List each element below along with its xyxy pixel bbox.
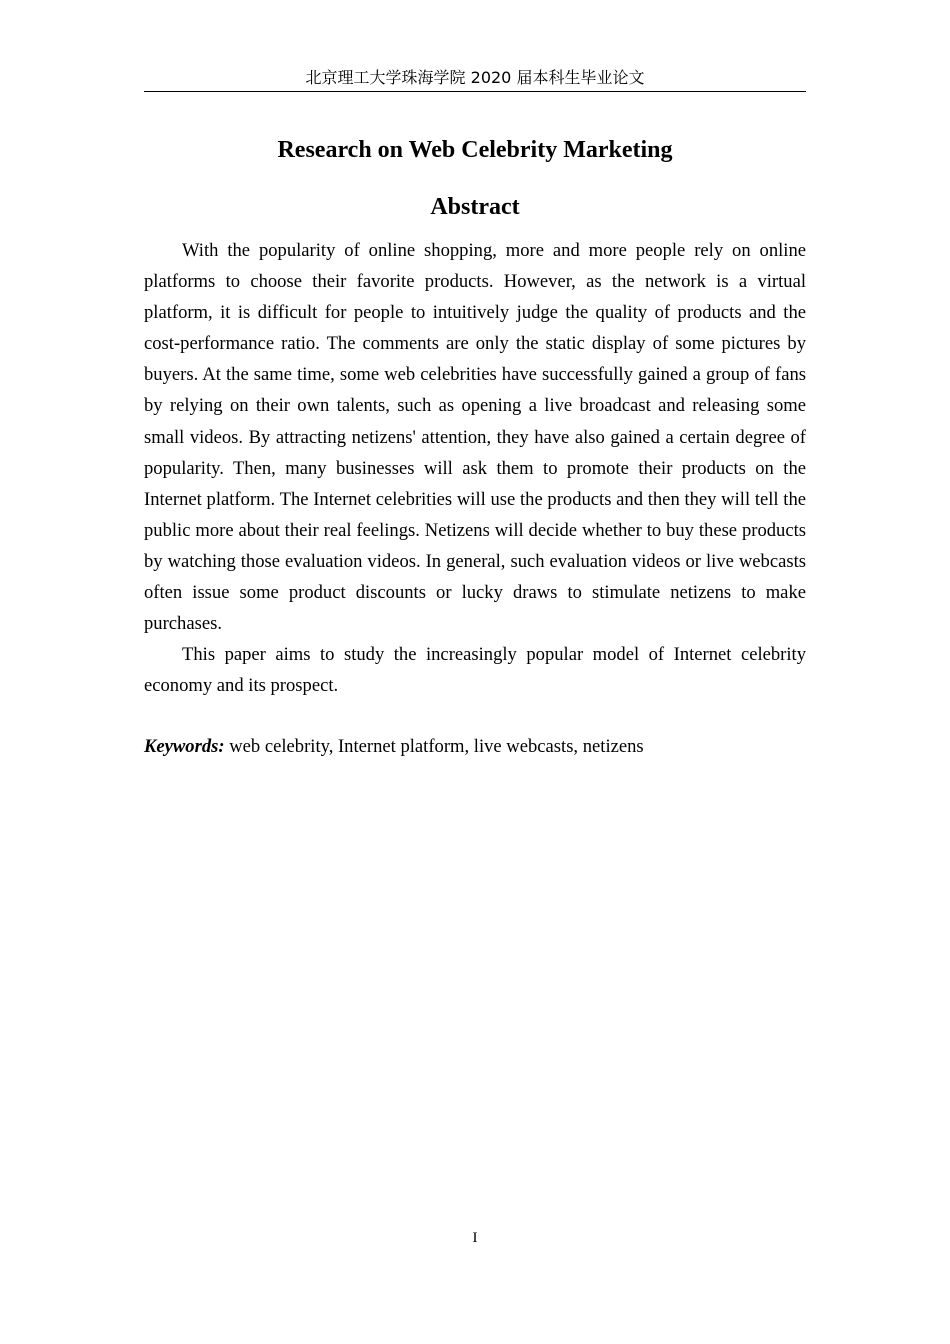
keywords-label: Keywords: bbox=[144, 736, 225, 757]
running-header: 北京理工大学珠海学院 2020 届本科生毕业论文 bbox=[305, 68, 645, 87]
page-number: I bbox=[472, 1230, 478, 1246]
abstract-body bbox=[144, 235, 806, 701]
header-rule bbox=[144, 91, 806, 92]
abstract-paragraph: This paper aims to study the increasingly popular model of Internet celebrity economy and its prospect. bbox=[144, 644, 806, 697]
keywords bbox=[144, 731, 806, 762]
keywords-text: web celebrity, Internet platform, live webcasts, netizens bbox=[229, 736, 644, 757]
paper-title: Research on Web Celebrity Marketing bbox=[277, 137, 673, 163]
abstract-heading: Abstract bbox=[430, 194, 520, 220]
abstract-paragraph: With the popularity of online shopping, more and more people rely on online platforms to choose their favorite products. However, as the network is a virtual platform, it is difficult for people to intuitively judge the quality of products and the cost-performance ratio. The comments are only the static display of some pictures by buyers. At the same time, some web celebrities have successfully gained a group of fans by relying on their own talents, such as opening a live broadcast and releasing some small videos. By attracting netizens' attention, they have also gained a certain degree of popularity. Then, many businesses will ask them to promote their products on the Internet platform. The Internet celebrities will use the products and then they will tell the public more about their real feelings. Netizens will decide whether to buy these products by watching those evaluation videos. In general, such evaluation videos or live webcasts often issue some product discounts or lucky draws to stimulate netizens to make purchases. bbox=[144, 240, 806, 635]
